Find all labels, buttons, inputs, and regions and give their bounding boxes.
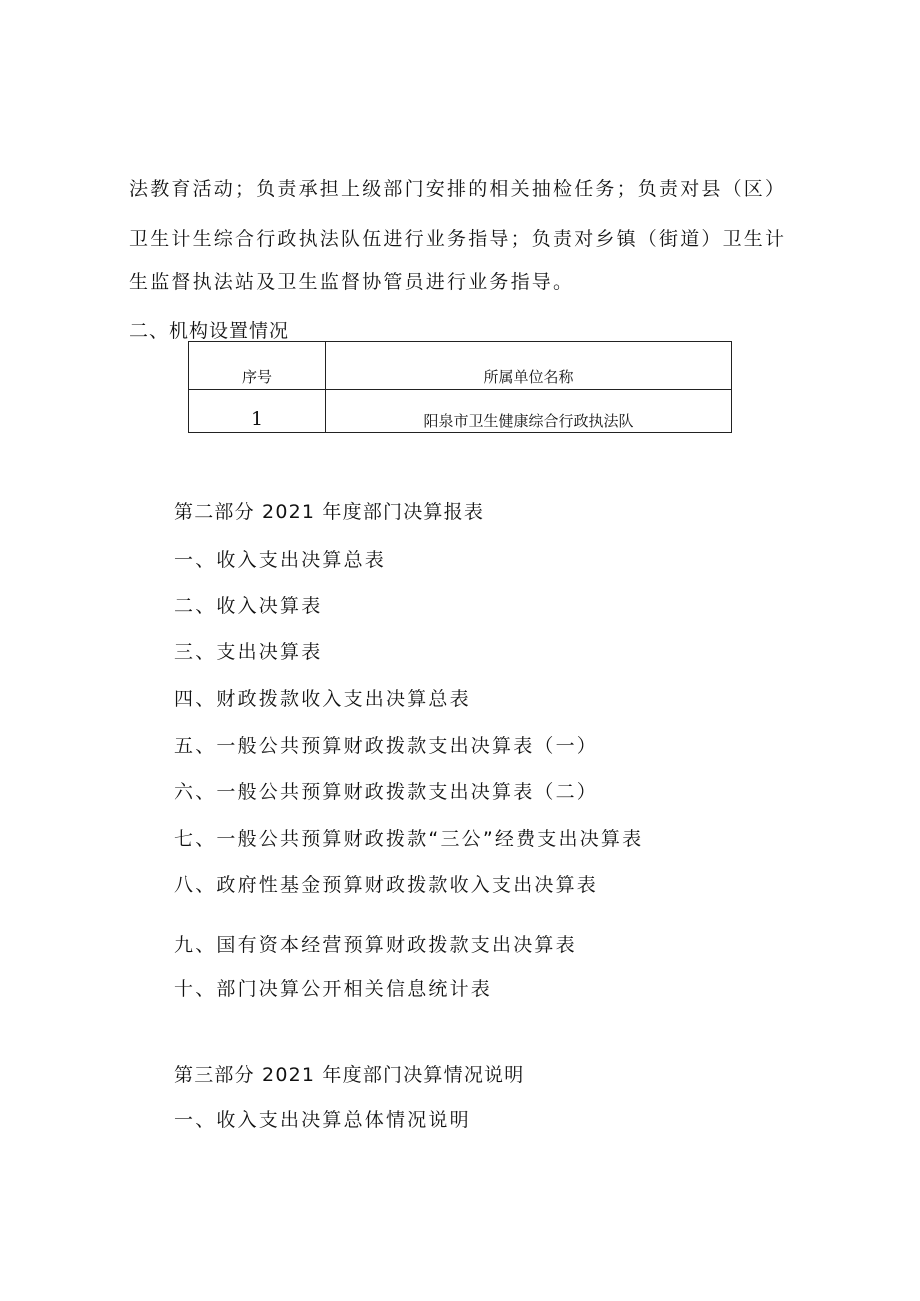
list-item: 一、收入支出决算总体情况说明 (174, 1109, 471, 1131)
list-item: 七、一般公共预算财政拨款“三公”经费支出决算表 (174, 828, 644, 850)
list-item: 九、国有资本经营预算财政拨款支出决算表 (174, 934, 577, 956)
part3-title: 第三部分 2021 年度部门决算情况说明 (174, 1064, 525, 1086)
table-header-row (189, 342, 732, 390)
table-row (189, 390, 732, 433)
intro-line: 法教育活动；负责承担上级部门安排的相关抽检任务；负责对县（区） (129, 178, 787, 200)
unit-name-cell (326, 390, 732, 433)
list-item: 一、收入支出决算总表 (174, 549, 387, 571)
intro-line: 生监督执法站及卫生监督协管员进行业务指导。 (129, 271, 575, 293)
seq-header: 序号 (189, 342, 326, 390)
part2-title: 第二部分 2021 年度部门决算报表 (174, 501, 485, 523)
list-item: 三、支出决算表 (174, 641, 323, 663)
list-item: 六、一般公共预算财政拨款支出决算表（二） (174, 781, 599, 803)
unit-name-header: 所属单位名称 (326, 342, 732, 390)
seq-number: 1 (250, 408, 264, 430)
org-units-table (188, 341, 732, 433)
intro-line: 卫生计生综合行政执法队伍进行业务指导；负责对乡镇（街道）卫生计 (129, 228, 787, 250)
unit-name: 阳泉市卫生健康综合行政执法队 (423, 412, 634, 430)
list-item: 八、政府性基金预算财政拨款收入支出决算表 (174, 874, 599, 896)
list-item: 十、部门决算公开相关信息统计表 (174, 978, 493, 1000)
org-section-heading: 二、机构设置情况 (129, 320, 290, 342)
seq-cell (189, 390, 326, 433)
list-item: 四、财政拨款收入支出决算总表 (174, 688, 471, 710)
list-item: 五、一般公共预算财政拨款支出决算表（一） (174, 735, 599, 757)
list-item: 二、收入决算表 (174, 595, 323, 617)
